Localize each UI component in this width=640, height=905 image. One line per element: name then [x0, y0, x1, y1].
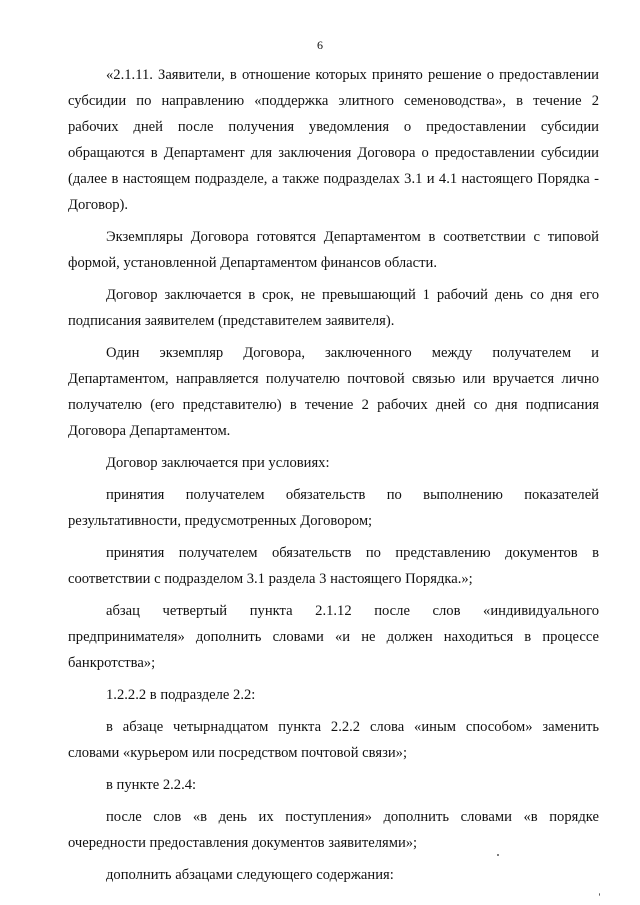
- scan-speck: [497, 854, 499, 856]
- paragraph-2-1-12-amendment: абзац четвертый пункта 2.1.12 после слов «индивидуального предпринимателя» дополнить словами «и не должен находиться в процессе банкротства»;: [68, 603, 599, 671]
- paragraph-contract-copies: Экземпляры Договора готовятся Департаментом в соответствии с типовой формой, установленной Департаментом финансов области.: [68, 229, 599, 271]
- paragraph-condition-indicators: принятия получателем обязательств по выполнению показателей результативности, предусмотренных Договором;: [68, 487, 599, 529]
- document-body: [68, 62, 599, 888]
- paragraph-add-abzacy: дополнить абзацами следующего содержания:: [106, 867, 394, 883]
- paragraph-condition-documents: принятия получателем обязательств по представлению документов в соответствии с подразделом 3.1 раздела 3 настоящего Порядка.»;: [68, 545, 599, 587]
- paragraph-2-2-4-amendment: после слов «в день их поступления» дополнить словами «в порядке очередности предоставления документов заявителями»;: [68, 809, 599, 851]
- paragraph-2-2-2-amendment: в абзаце четырнадцатом пункта 2.2.2 слова «иным способом» заменить словами «курьером или посредством почтовой связи»;: [68, 719, 599, 761]
- paragraph-2-1-11: «2.1.11. Заявители, в отношение которых принято решение о предоставлении субсидии по направлению «поддержка элитного семеноводства», в течение 2 рабочих дней после получения уведомления о предоставлении субсидии обращаются в Департамент для заключения Договора о предоставлении субсидии (далее в настоящем подразделе, а также подразделах 3.1 и 4.1 настоящего Порядка - Договор).: [68, 67, 599, 213]
- paragraph-contract-term: Договор заключается в срок, не превышающий 1 рабочий день со дня его подписания заявителем (представителем заявителя).: [68, 287, 599, 329]
- page-number: 6: [317, 38, 323, 52]
- scan-speck: [599, 893, 600, 896]
- paragraph-1-2-2-2: 1.2.2.2 в подразделе 2.2:: [106, 687, 256, 703]
- paragraph-contract-conditions: Договор заключается при условиях:: [106, 455, 330, 471]
- paragraph-contract-delivery: Один экземпляр Договора, заключенного между получателем и Департаментом, направляется получателю почтовой связью или вручается лично получателю (его представителю) в течение 2 рабочих дней со дня подписания Договора Департаментом.: [68, 345, 599, 439]
- paragraph-2-2-4: в пункте 2.2.4:: [106, 777, 197, 793]
